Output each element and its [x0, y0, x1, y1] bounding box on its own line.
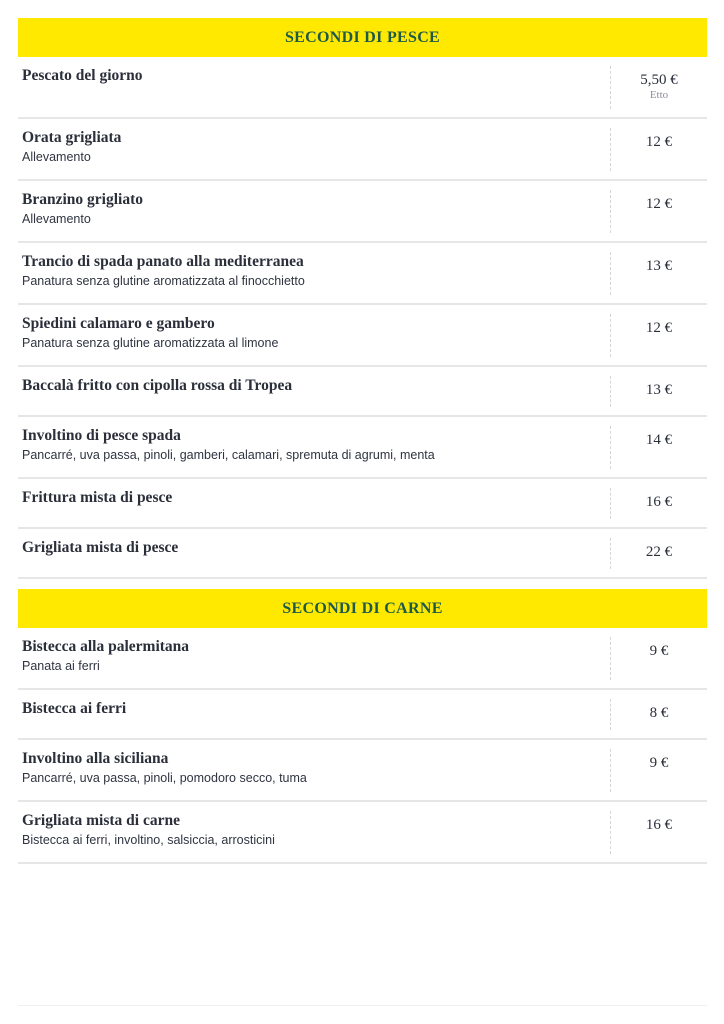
- section-secondi-di-pesce: [18, 18, 707, 579]
- price-value: 16 €: [645, 494, 673, 510]
- item-price: [610, 252, 707, 295]
- item-name: Grigliata mista di pesce: [22, 539, 179, 556]
- item-name: Involtino di pesce spada: [22, 427, 181, 444]
- item-info: [18, 305, 610, 365]
- item-name: Baccalà fritto con cipolla rossa di Tropea: [22, 377, 293, 394]
- item-description: Pancarré, uva passa, pinoli, pomodoro secco, tuma: [22, 771, 307, 785]
- item-info: [18, 529, 610, 577]
- menu-item[interactable]: [18, 479, 707, 529]
- item-price: [610, 66, 707, 109]
- menu-item[interactable]: [18, 417, 707, 479]
- item-price: [610, 128, 707, 171]
- item-name: Bistecca ai ferri: [22, 700, 127, 717]
- item-description: Pancarré, uva passa, pinoli, gamberi, calamari, spremuta di agrumi, menta: [22, 448, 435, 462]
- price-value: 13 €: [645, 382, 673, 398]
- item-price: [610, 637, 707, 680]
- item-info: [18, 417, 610, 477]
- item-price: [610, 811, 707, 854]
- item-price: [610, 376, 707, 407]
- section-secondi-di-carne: [18, 589, 707, 864]
- item-name: Trancio di spada panato alla mediterranea: [22, 253, 304, 270]
- item-info: [18, 479, 610, 527]
- price-value: 14 €: [645, 432, 673, 448]
- price-value: 9 €: [649, 755, 669, 771]
- price-unit: Etto: [649, 89, 669, 101]
- item-description: Panata ai ferri: [22, 659, 100, 673]
- price-value: 8 €: [649, 705, 669, 721]
- menu-item[interactable]: [18, 529, 707, 579]
- item-info: [18, 243, 610, 303]
- item-description: Allevamento: [22, 150, 91, 164]
- item-price: [610, 426, 707, 469]
- item-name: Involtino alla siciliana: [22, 750, 169, 767]
- price-value: 5,50 €: [640, 72, 678, 88]
- price-value: 9 €: [649, 643, 669, 659]
- menu-item[interactable]: [18, 367, 707, 417]
- menu-item[interactable]: [18, 57, 707, 119]
- item-name: Spiedini calamaro e gambero: [22, 315, 215, 332]
- item-name: Orata grigliata: [22, 129, 122, 146]
- price-value: 12 €: [645, 320, 673, 336]
- section-title: SECONDI DI PESCE: [18, 18, 707, 57]
- menu-item[interactable]: [18, 628, 707, 690]
- item-name: Bistecca alla palermitana: [22, 638, 190, 655]
- menu-item[interactable]: [18, 243, 707, 305]
- item-info: [18, 690, 610, 738]
- price-value: 22 €: [645, 544, 673, 560]
- item-info: [18, 802, 610, 862]
- item-description: Panatura senza glutine aromatizzata al finocchietto: [22, 274, 305, 288]
- footer-divider: [18, 1005, 707, 1006]
- item-description: Panatura senza glutine aromatizzata al limone: [22, 336, 279, 350]
- item-price: [610, 749, 707, 792]
- item-info: [18, 628, 610, 688]
- menu-item[interactable]: [18, 802, 707, 864]
- menu-item[interactable]: [18, 181, 707, 243]
- price-value: 16 €: [645, 817, 673, 833]
- price-value: 12 €: [645, 196, 673, 212]
- item-description: Bistecca ai ferri, involtino, salsiccia, arrosticini: [22, 833, 275, 847]
- item-price: [610, 538, 707, 569]
- item-name: Branzino grigliato: [22, 191, 143, 208]
- menu-item[interactable]: [18, 305, 707, 367]
- item-price: [610, 488, 707, 519]
- item-info: [18, 740, 610, 800]
- menu: [18, 18, 707, 864]
- item-info: [18, 119, 610, 179]
- price-value: 13 €: [645, 258, 673, 274]
- menu-item[interactable]: [18, 119, 707, 181]
- item-price: [610, 699, 707, 730]
- item-info: [18, 367, 610, 415]
- item-name: Pescato del giorno: [22, 67, 143, 84]
- item-price: [610, 314, 707, 357]
- item-price: [610, 190, 707, 233]
- price-value: 12 €: [645, 134, 673, 150]
- section-title: SECONDI DI CARNE: [18, 589, 707, 628]
- menu-item[interactable]: [18, 740, 707, 802]
- item-name: Grigliata mista di carne: [22, 812, 180, 829]
- item-description: Allevamento: [22, 212, 91, 226]
- item-info: [18, 57, 610, 117]
- item-info: [18, 181, 610, 241]
- menu-item[interactable]: [18, 690, 707, 740]
- item-name: Frittura mista di pesce: [22, 489, 173, 506]
